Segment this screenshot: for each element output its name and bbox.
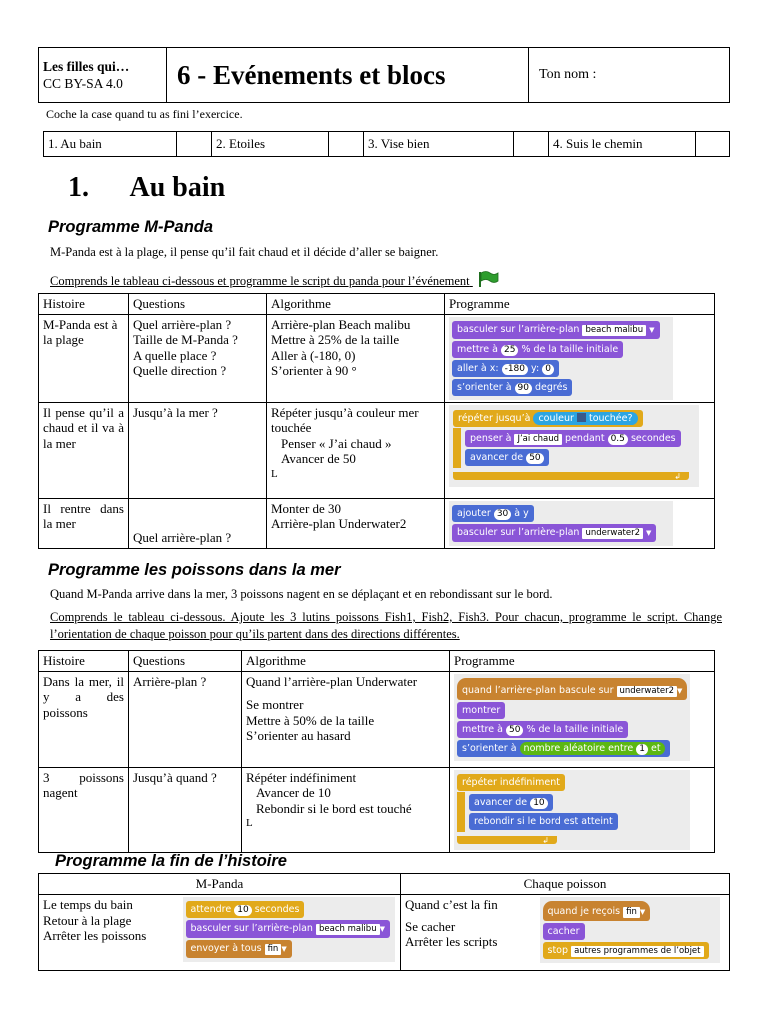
table-row (39, 314, 715, 402)
broadcast-block[interactable] (186, 940, 292, 958)
block-label: pendant (565, 432, 605, 444)
block-dropdown[interactable]: beach malibu (316, 924, 380, 935)
block-label: quand l’arrière-plan bascule sur (462, 684, 614, 696)
stop-block[interactable] (543, 942, 709, 959)
switch-backdrop-block[interactable] (186, 920, 390, 938)
set-size-block[interactable] (452, 341, 623, 358)
checkbox-4[interactable] (696, 132, 730, 157)
block-input[interactable]: J’ai chaud (514, 434, 562, 445)
col-algorithme: Algorithme (267, 294, 445, 315)
dropdown-arrow-icon: ▼ (677, 686, 683, 695)
color-swatch[interactable] (577, 413, 586, 422)
fish-row2-algorithme (242, 767, 450, 853)
script-panda-2 (449, 405, 699, 488)
algo-step: Rebondir si le bord est touché (256, 800, 412, 816)
block-input[interactable]: 1 (636, 744, 648, 755)
end-table (38, 873, 730, 971)
block-label: penser à (470, 432, 512, 444)
fish-row1-questions: Arrière-plan ? (129, 671, 242, 767)
block-input[interactable]: 10 (234, 905, 251, 916)
col-histoire: Histoire (39, 294, 129, 315)
block-label: rebondir si le bord est atteint (474, 815, 613, 827)
block-label: mettre à (462, 723, 503, 735)
instruction: Coche la case quand tu as fini l’exercice. (46, 107, 243, 121)
loop-body (457, 792, 687, 832)
block-label: avancer de (470, 451, 524, 463)
block-input[interactable]: 50 (526, 453, 543, 464)
block-label: s’orienter à (457, 381, 512, 393)
loop-end (453, 472, 689, 480)
block-label: quand je reçois (547, 906, 621, 917)
switch-backdrop-block[interactable] (452, 321, 660, 339)
story-step: Retour à la plage (43, 912, 132, 928)
bounce-block[interactable] (469, 813, 618, 830)
block-dropdown[interactable]: autres programmes de l’objet (571, 946, 703, 957)
col-programme: Programme (450, 651, 715, 672)
block-label: répéter jusqu’à (458, 412, 531, 424)
checkbox-3[interactable] (514, 132, 549, 157)
hide-block[interactable] (543, 923, 585, 940)
algo-step: Mettre à 50% de la taille (246, 712, 375, 728)
story-step: Le temps du bain (43, 897, 133, 912)
question: A quelle place ? (133, 347, 217, 363)
algo-step: Arrière-plan Beach malibu (271, 316, 411, 332)
row3-algorithme (267, 498, 445, 548)
block-label: secondes (254, 904, 300, 915)
page-title: 6 - Evénements et blocs (167, 48, 529, 103)
col-fish: Chaque poisson (401, 874, 730, 895)
algo-step: Penser « J’ai chaud » (281, 435, 392, 451)
switch-backdrop-block[interactable] (452, 524, 656, 542)
block-input[interactable]: 90 (515, 383, 532, 394)
header-table (38, 47, 730, 103)
algo-step: Aller à (-180, 0) (271, 347, 356, 363)
table-row (39, 402, 715, 498)
fish-row1-programme (450, 671, 715, 767)
question: Quel arrière-plan ? (133, 316, 232, 332)
col-programme: Programme (445, 294, 715, 315)
block-input[interactable]: 50 (506, 725, 523, 736)
table-row (39, 767, 715, 853)
block-label: avancer de (474, 796, 528, 808)
block-label: basculer sur l’arrière-plan (457, 526, 580, 538)
block-label: mettre à (457, 343, 498, 355)
block-label: couleur (538, 412, 574, 424)
block-label: secondes (630, 432, 676, 444)
algo-step: S’orienter au hasard (246, 728, 351, 743)
col-questions: Questions (129, 651, 242, 672)
script-fish-2 (454, 770, 690, 851)
end-heading: Programme la fin de l’histoire (55, 852, 287, 870)
row2-algorithme (267, 402, 445, 498)
block-input[interactable]: 0.5 (608, 434, 628, 445)
algo-step: Monter de 30 (271, 500, 342, 516)
fish-row1-algorithme (242, 671, 450, 767)
block-label: et (651, 742, 661, 754)
fish-task: Comprends le tableau ci-dessous. Ajoute les 3 lutins poissons Fish1, Fish2, Fish3. Pour chacun, programme le script. Change l’orientation de chaque poisson pour qu’ils partent dans des directions différentes. (50, 610, 722, 641)
repeat-until-block[interactable] (453, 410, 643, 427)
block-label: degrés (535, 381, 568, 393)
col-panda: M-Panda (39, 874, 401, 895)
check-label-4: 4. Suis le chemin (549, 132, 696, 157)
algo-step: Répéter jusqu’à couleur mer touchée (271, 404, 419, 435)
row1-programme (445, 314, 715, 402)
block-dropdown[interactable]: underwater2 (582, 528, 643, 539)
check-label-1: 1. Au bain (44, 132, 177, 157)
row2-histoire: Il pense qu’il a chaud et il va à la mer (39, 402, 129, 498)
block-input[interactable]: 30 (494, 509, 511, 520)
section-heading (68, 172, 225, 204)
check-label-2: 2. Etoiles (212, 132, 329, 157)
block-dropdown[interactable]: beach malibu (582, 325, 646, 336)
table-row (39, 498, 715, 548)
wait-block[interactable] (186, 901, 305, 918)
set-size-block[interactable] (457, 721, 628, 738)
panda-end-programme (179, 895, 401, 971)
checkbox-1[interactable] (177, 132, 212, 157)
panda-task-text: Comprends le tableau ci-dessous et programme le script du panda pour l’événement (50, 274, 470, 288)
point-direction-block[interactable] (457, 740, 670, 757)
row3-programme (445, 498, 715, 548)
row1-algorithme (267, 314, 445, 402)
block-label: nombre aléatoire entre (523, 742, 634, 754)
think-block[interactable] (465, 430, 681, 447)
panda-table (38, 293, 715, 549)
block-dropdown[interactable]: underwater2 (617, 686, 678, 697)
algo-end: L (246, 817, 253, 829)
panda-task (50, 270, 499, 289)
row3-histoire: Il rentre dans la mer (39, 498, 129, 548)
block-label: attendre (190, 904, 232, 915)
story-step: Arrêter les poissons (43, 928, 147, 943)
col-algorithme: Algorithme (242, 651, 450, 672)
block-label: à y (514, 507, 529, 519)
fish-table (38, 650, 715, 853)
story-step: Arrêter les scripts (405, 934, 498, 949)
block-label: envoyer à tous (190, 943, 262, 954)
move-block[interactable] (469, 794, 553, 811)
fish-intro: Quand M-Panda arrive dans la mer, 3 poissons nagent en se déplaçant et en rebondissant sur le bord. (50, 587, 553, 601)
block-label: % de la taille initiale (526, 723, 624, 735)
story-step: Se cacher (405, 918, 456, 934)
dropdown-arrow-icon: ▼ (379, 925, 385, 933)
algo-step: Se montrer (246, 697, 304, 712)
fish-row1-histoire: Dans la mer, il y a des poissons (39, 671, 129, 767)
loop-end (457, 836, 557, 844)
script-panda-3 (449, 501, 673, 546)
when-receive-block[interactable] (543, 901, 651, 921)
algo-step: Quand l’arrière-plan Underwater (246, 673, 418, 689)
loop-body (453, 428, 695, 468)
touching-color-block[interactable] (533, 412, 637, 425)
move-block[interactable] (465, 449, 549, 466)
block-label: aller à x: (457, 362, 499, 374)
table-row (39, 671, 715, 767)
checklist-table (43, 131, 730, 157)
random-block[interactable] (520, 742, 665, 755)
point-direction-block[interactable] (452, 379, 572, 396)
license: CC BY-SA 4.0 (43, 76, 123, 91)
dropdown-arrow-icon: ▼ (639, 908, 646, 916)
fish-row2-programme (450, 767, 715, 853)
block-label: basculer sur l’arrière-plan (457, 323, 580, 335)
panda-heading: Programme M-Panda (48, 218, 214, 236)
block-input[interactable]: 25 (501, 345, 518, 356)
block-dropdown[interactable]: fin (265, 944, 282, 955)
block-label: ajouter (457, 507, 491, 519)
algo-end: L (271, 467, 278, 480)
loop-arrow-icon: ↲ (542, 835, 549, 845)
block-dropdown[interactable]: fin (623, 907, 640, 918)
block-label: touchée? (588, 412, 633, 424)
show-block[interactable] (457, 702, 505, 719)
fish-heading: Programme les poissons dans la mer (48, 561, 341, 579)
block-input[interactable]: 10 (530, 798, 547, 809)
question: Quelle direction ? (133, 363, 227, 378)
table-row (39, 895, 730, 971)
script-fish-1 (454, 674, 690, 761)
panda-story (39, 895, 179, 971)
author: Les filles qui… (43, 59, 130, 74)
block-label: basculer sur l’arrière-plan (190, 923, 313, 934)
algo-step: Avancer de 10 (256, 785, 331, 800)
block-label: répéter indéfiniment (462, 776, 560, 788)
author-cell (39, 48, 167, 103)
block-label: y: (531, 362, 540, 374)
when-backdrop-switches-block[interactable] (457, 678, 687, 700)
script-fish-end (540, 897, 720, 963)
algo-step: Arrière-plan Underwater2 (271, 516, 407, 531)
block-label: montrer (462, 704, 501, 716)
name-field[interactable] (529, 48, 730, 103)
row2-questions: Jusqu’à la mer ? (129, 402, 267, 498)
row2-programme (445, 402, 715, 498)
loop-arrow-icon: ↲ (674, 471, 681, 481)
section-title: Au bain (129, 172, 226, 203)
block-label: s’orienter à (462, 742, 517, 754)
block-label: % de la taille initiale (521, 343, 619, 355)
section-number: 1. (68, 172, 89, 203)
name-label: Ton nom : (539, 67, 597, 82)
forever-block[interactable] (457, 774, 565, 791)
change-y-block[interactable] (452, 505, 534, 522)
block-input[interactable]: -180 (502, 364, 528, 375)
check-label-3: 3. Vise bien (364, 132, 514, 157)
algo-step: S’orienter à 90 ° (271, 363, 357, 378)
fish-row2-histoire: 3 poissons nagent (39, 767, 129, 853)
story-step: Quand c’est la fin (405, 897, 498, 912)
row1-questions (129, 314, 267, 402)
dropdown-arrow-icon: ▼ (646, 528, 652, 537)
question: Taille de M-Panda ? (133, 332, 238, 347)
fish-row2-questions: Jusqu’à quand ? (129, 767, 242, 853)
algo-step: Mettre à 25% de la taille (271, 332, 400, 347)
goto-xy-block[interactable] (452, 360, 559, 377)
algo-step: Répéter indéfiniment (246, 769, 357, 785)
row3-questions: Quel arrière-plan ? (129, 498, 267, 548)
col-questions: Questions (129, 294, 267, 315)
fish-end-programme (536, 895, 730, 971)
col-histoire: Histoire (39, 651, 129, 672)
script-panda-1 (449, 317, 673, 400)
block-label: cacher (547, 926, 580, 937)
green-flag-icon (477, 270, 499, 288)
panda-intro: M-Panda est à la plage, il pense qu’il fait chaud et il décide d’aller se baigner. (50, 245, 439, 259)
checkbox-2[interactable] (329, 132, 364, 157)
script-panda-end (183, 897, 395, 962)
algo-step: Avancer de 50 (281, 451, 356, 466)
block-input[interactable]: 0 (542, 364, 554, 375)
dropdown-arrow-icon: ▼ (649, 325, 655, 334)
block-label: stop (547, 945, 569, 956)
dropdown-arrow-icon: ▼ (281, 945, 287, 953)
row1-histoire: M-Panda est à la plage (39, 314, 129, 402)
fish-story (401, 895, 536, 971)
